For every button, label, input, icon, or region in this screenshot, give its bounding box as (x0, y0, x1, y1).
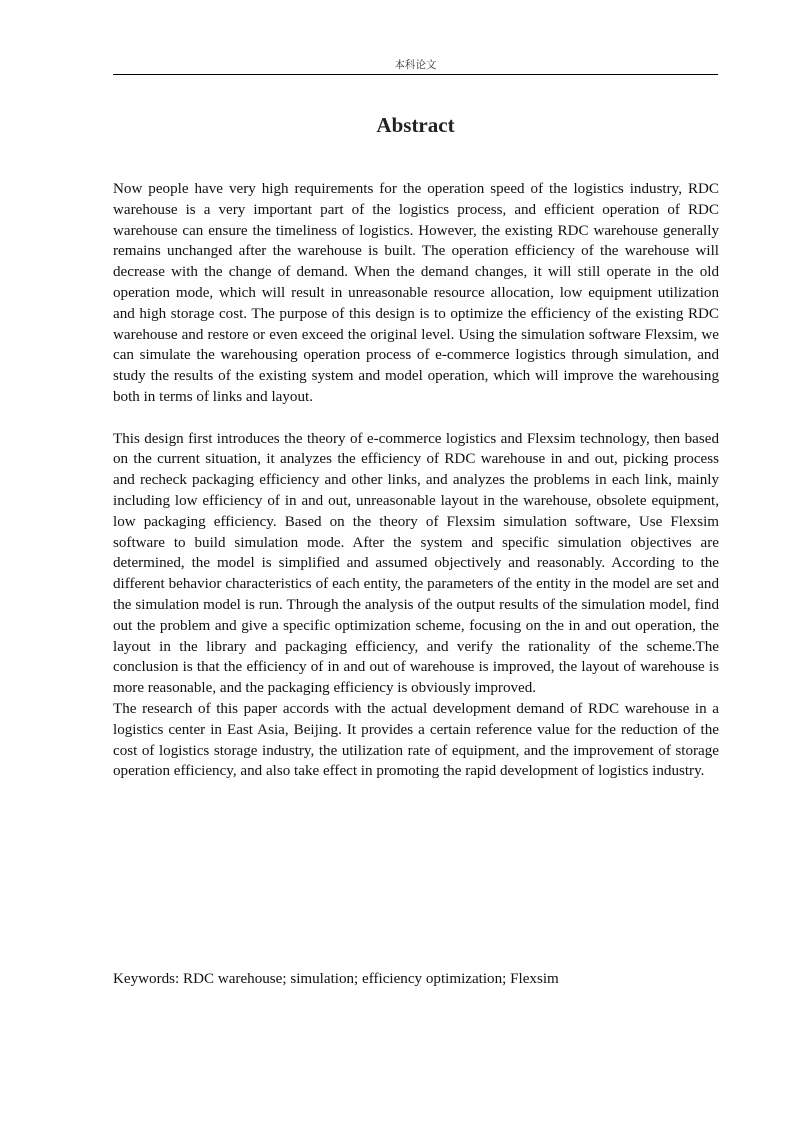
keywords: Keywords: RDC warehouse; simulation; efficiency optimization; Flexsim (113, 971, 559, 987)
page-header (113, 55, 718, 75)
abstract-paragraph-2: This design first introduces the theory of e-commerce logistics and Flexsim technology, then based on the current situation, it analyzes the efficiency of RDC warehouse in and out, picking process and recheck packaging efficiency and other links, and analyzes the problems in each link, mainly including low efficiency of in and out, unreasonable layout in the warehouse, obsolete equipment, low packaging efficiency. Based on the theory of Flexsim simulation software, Use Flexsim software to build simulation mode. After the system and specific simulation objectives are determined, the model is simplified and assumed objectively and reasonably. According to the different behavior characteristics of each entity, the parameters of the entity in the model are set and the simulation model is run. Through the analysis of the output results of the simulation model, find out the problem and give a specific optimization scheme, focusing on the in and out operation, the layout in the library and packaging efficiency, and verify the rationality of the scheme.The conclusion is that the efficiency of in and out of warehouse is improved, the layout of warehouse is more reasonable, and the packaging efficiency is obviously improved. (113, 430, 719, 697)
abstract-title: Abstract (376, 113, 455, 137)
abstract-paragraph-3: The research of this paper accords with the actual development demand of RDC warehouse in a logistics center in East Asia, Beijing. It provides a certain reference value for the reduction of the cost of logistics storage industry, the utilization rate of equipment, and the improvement of storage operation efficiency, and also take effect in promoting the rapid development of logistics industry. (113, 700, 719, 780)
abstract-paragraph-1: Now people have very high requirements for the operation speed of the logistics industry, RDC warehouse is a very important part of the logistics process, and efficient operation of RDC warehouse can ensure the timeliness of logistics. However, the existing RDC warehouse generally remains unchanged after the warehouse is built. The operation efficiency of the warehouse will decrease with the change of demand. When the demand changes, it will still operate in the old operation mode, which will result in unreasonable resource allocation, low equipment utilization and high storage cost. The purpose of this design is to optimize the efficiency of the existing RDC warehouse and restore or even exceed the original level. Using the simulation software Flexsim, we can simulate the warehousing operation process of e-commerce logistics through simulation, and study the results of the existing system and model operation, which will improve the warehousing both in terms of links and layout. (113, 181, 719, 405)
running-title: 本科论文 (394, 59, 437, 71)
abstract-body (113, 179, 719, 782)
